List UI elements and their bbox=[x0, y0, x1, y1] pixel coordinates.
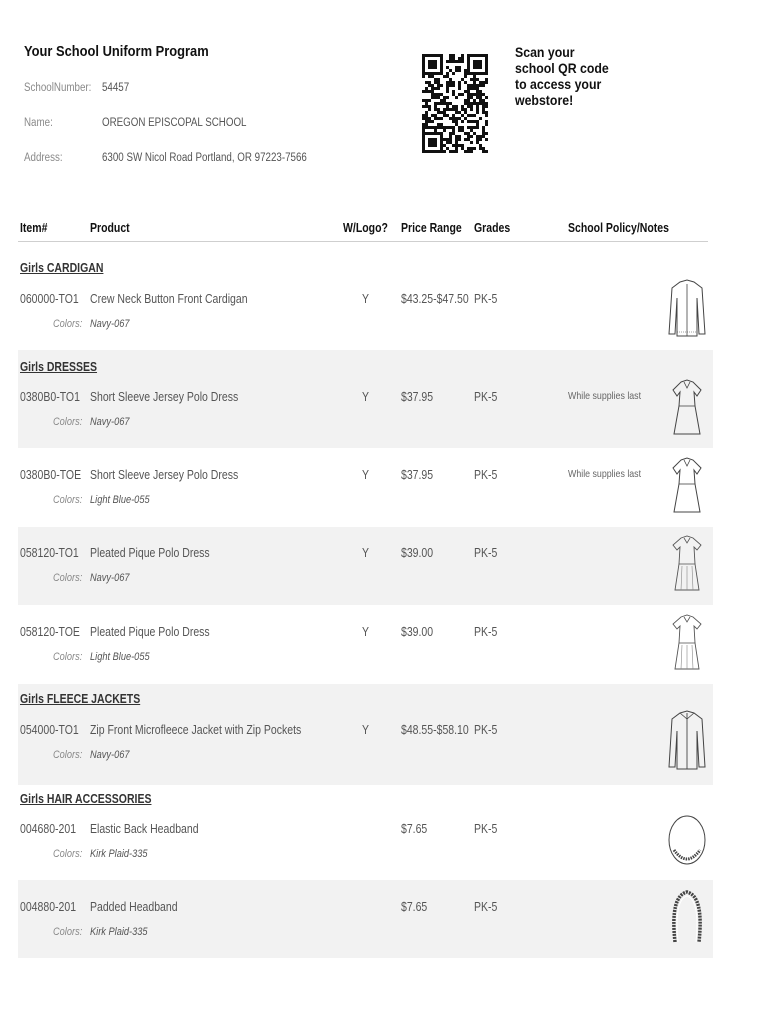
colors-label: Colors: bbox=[53, 749, 83, 761]
table-row bbox=[0, 822, 770, 892]
col-header-grades: Grades bbox=[474, 221, 511, 235]
item-number: 0380B0-TO1 bbox=[20, 390, 80, 404]
item-number: 058120-TO1 bbox=[20, 546, 79, 560]
colors-value: Navy-067 bbox=[90, 416, 130, 428]
table-row bbox=[0, 468, 770, 538]
colors-label: Colors: bbox=[53, 318, 83, 330]
scan-text-line: to access your bbox=[515, 76, 602, 92]
price-range: $7.65 bbox=[401, 900, 428, 914]
colors-label: Colors: bbox=[53, 572, 83, 584]
price-range: $37.95 bbox=[401, 390, 434, 404]
policy-note: While supplies last bbox=[568, 390, 642, 402]
grades: PK-5 bbox=[474, 900, 498, 914]
colors-label: Colors: bbox=[53, 651, 83, 663]
policy-note: While supplies last bbox=[568, 468, 642, 480]
school-number-label: SchoolNumber: bbox=[24, 82, 92, 94]
colors-value: Kirk Plaid-335 bbox=[90, 848, 148, 860]
price-range: $48.55-$58.10 bbox=[401, 723, 469, 737]
col-header-notes: School Policy/Notes bbox=[568, 221, 669, 235]
colors-label: Colors: bbox=[53, 848, 83, 860]
school-name-value: OREGON EPISCOPAL SCHOOL bbox=[102, 117, 247, 129]
address-label: Address: bbox=[24, 152, 63, 164]
with-logo: Y bbox=[362, 390, 370, 404]
section-title-cardigan: Girls CARDIGAN bbox=[20, 261, 104, 275]
colors-value: Navy-067 bbox=[90, 749, 130, 761]
product-name: Crew Neck Button Front Cardigan bbox=[90, 292, 248, 306]
scan-instructions bbox=[515, 44, 621, 108]
col-header-logo: W/Logo? bbox=[343, 221, 388, 235]
table-row bbox=[0, 900, 770, 970]
grades: PK-5 bbox=[474, 546, 498, 560]
section-title-fleece-jackets: Girls FLEECE JACKETS bbox=[20, 692, 141, 706]
with-logo: Y bbox=[362, 468, 370, 482]
pleated-dress-icon bbox=[666, 532, 708, 594]
product-name: Elastic Back Headband bbox=[90, 822, 199, 836]
price-range: $43.25-$47.50 bbox=[401, 292, 469, 306]
colors-value: Kirk Plaid-335 bbox=[90, 926, 148, 938]
price-range: $39.00 bbox=[401, 625, 434, 639]
elastic-headband-icon bbox=[666, 808, 708, 870]
col-header-product: Product bbox=[90, 221, 130, 235]
with-logo: Y bbox=[362, 292, 370, 306]
price-range: $37.95 bbox=[401, 468, 434, 482]
section-title-dresses: Girls DRESSES bbox=[20, 360, 98, 374]
table-row bbox=[0, 546, 770, 616]
pleated-dress-icon bbox=[666, 611, 708, 673]
address-value: 6300 SW Nicol Road Portland, OR 97223-7566 bbox=[102, 152, 307, 164]
item-number: 004880-201 bbox=[20, 900, 77, 914]
product-name: Short Sleeve Jersey Polo Dress bbox=[90, 390, 239, 404]
colors-value: Navy-067 bbox=[90, 318, 130, 330]
product-name: Pleated Pique Polo Dress bbox=[90, 546, 210, 560]
section-title-hair-accessories: Girls HAIR ACCESSORIES bbox=[20, 792, 152, 806]
scan-text-line: webstore! bbox=[515, 92, 574, 108]
colors-label: Colors: bbox=[53, 416, 83, 428]
price-range: $7.65 bbox=[401, 822, 428, 836]
colors-label: Colors: bbox=[53, 926, 83, 938]
school-name-label: Name: bbox=[24, 117, 53, 129]
scan-text-line: Scan your bbox=[515, 44, 575, 60]
col-header-item: Item# bbox=[20, 221, 48, 235]
table-row bbox=[0, 292, 770, 362]
school-number-value: 54457 bbox=[102, 82, 130, 94]
scan-text-line: school QR code bbox=[515, 60, 609, 76]
item-number: 058120-TOE bbox=[20, 625, 80, 639]
with-logo: Y bbox=[362, 625, 370, 639]
polo-dress-icon bbox=[666, 376, 708, 438]
with-logo: Y bbox=[362, 723, 370, 737]
jacket-icon bbox=[666, 709, 708, 771]
item-number: 060000-TO1 bbox=[20, 292, 79, 306]
colors-label: Colors: bbox=[53, 494, 83, 506]
grades: PK-5 bbox=[474, 625, 498, 639]
price-range: $39.00 bbox=[401, 546, 434, 560]
table-row bbox=[0, 625, 770, 695]
page-title: Your School Uniform Program bbox=[24, 43, 209, 60]
product-name: Pleated Pique Polo Dress bbox=[90, 625, 210, 639]
product-name: Padded Headband bbox=[90, 900, 178, 914]
item-number: 054000-TO1 bbox=[20, 723, 79, 737]
colors-value: Light Blue-055 bbox=[90, 494, 150, 506]
grades: PK-5 bbox=[474, 390, 498, 404]
colors-value: Light Blue-055 bbox=[90, 651, 150, 663]
cardigan-icon bbox=[666, 278, 708, 340]
header-divider bbox=[18, 241, 708, 242]
col-header-price: Price Range bbox=[401, 221, 462, 235]
table-row bbox=[0, 723, 770, 793]
with-logo: Y bbox=[362, 546, 370, 560]
grades: PK-5 bbox=[474, 723, 498, 737]
grades: PK-5 bbox=[474, 292, 498, 306]
padded-headband-icon bbox=[666, 886, 708, 948]
product-name: Zip Front Microfleece Jacket with Zip Pockets bbox=[90, 723, 302, 737]
grades: PK-5 bbox=[474, 468, 498, 482]
item-number: 004680-201 bbox=[20, 822, 77, 836]
table-row bbox=[0, 390, 770, 460]
colors-value: Navy-067 bbox=[90, 572, 130, 584]
item-number: 0380B0-TOE bbox=[20, 468, 82, 482]
product-name: Short Sleeve Jersey Polo Dress bbox=[90, 468, 239, 482]
qr-code-icon[interactable] bbox=[421, 53, 489, 154]
polo-dress-icon bbox=[666, 454, 708, 516]
grades: PK-5 bbox=[474, 822, 498, 836]
